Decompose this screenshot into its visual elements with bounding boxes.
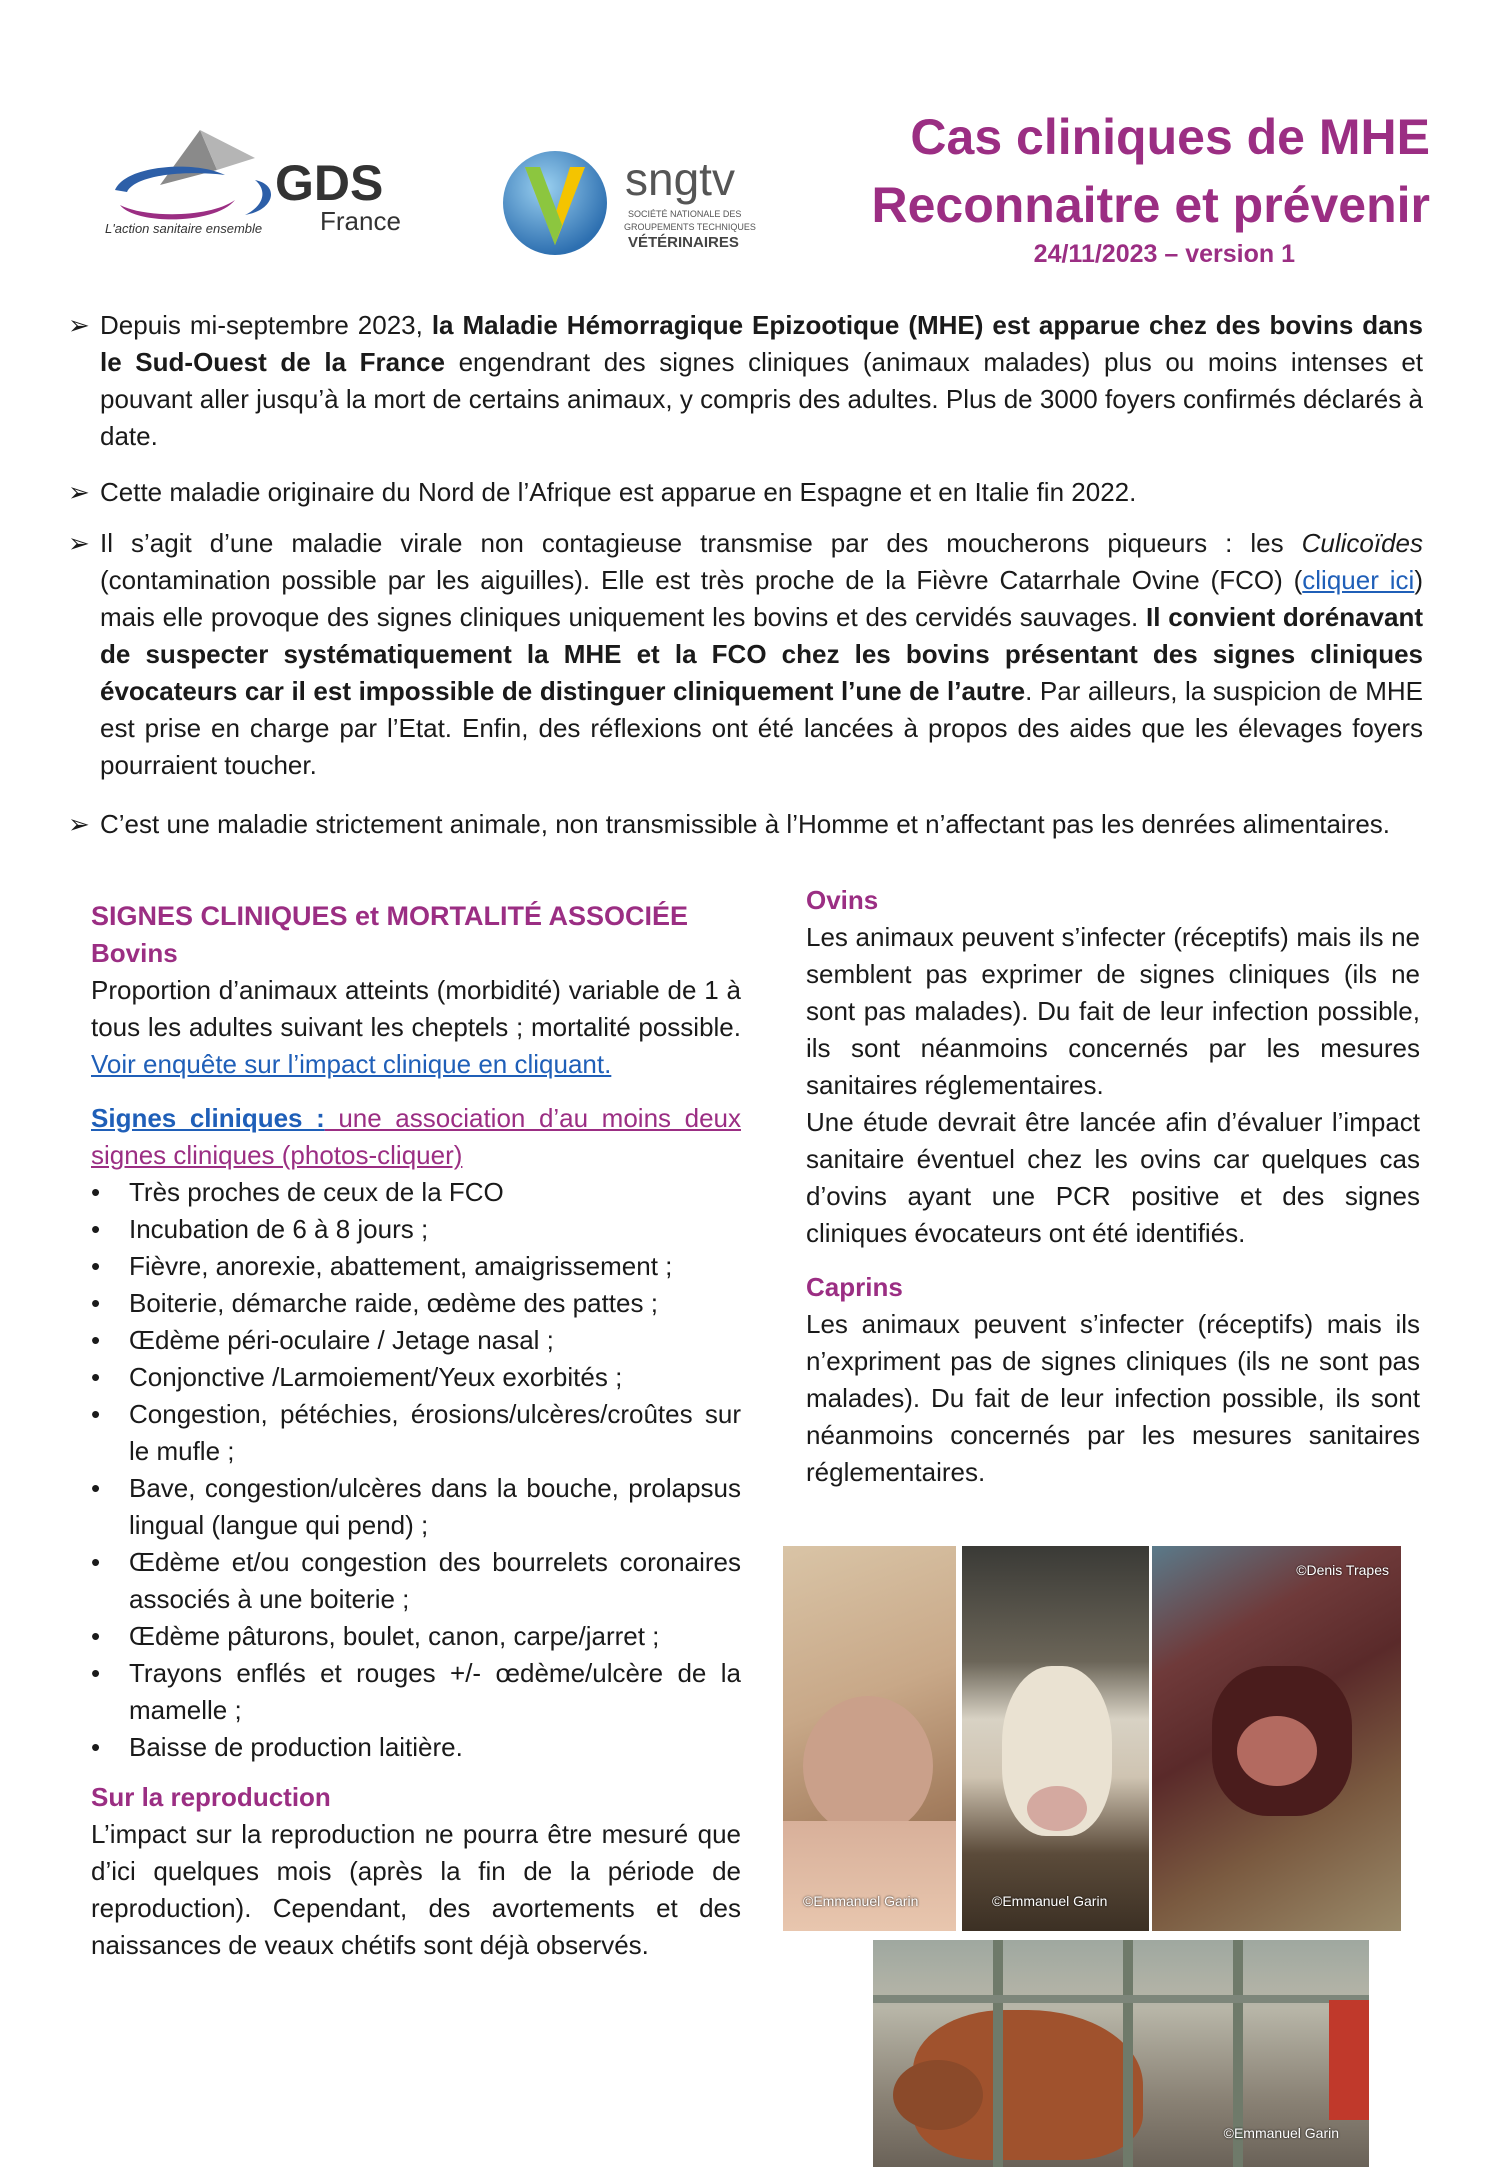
bullet-1-text-end: engendrant des signes cliniques (animaux malades) plus ou moins intenses et pouvant aller jusqu’à la mort de certains animaux, y compris des adultes. Plus de 3000 foyers confirmés déclarés à date.: [100, 347, 1423, 451]
clinical-sign-item: • Œdème et/ou congestion des bourrelets coronaires associés à une boiterie ;: [91, 1544, 741, 1618]
clinical-sign-item: • Congestion, pétéchies, érosions/ulcères/croûtes sur le mufle ;: [91, 1396, 741, 1470]
bovins-heading: Bovins: [91, 938, 178, 968]
clinical-sign-item: • Très proches de ceux de la FCO: [91, 1174, 741, 1211]
photo-credit: ©Emmanuel Garin: [1223, 2125, 1339, 2141]
ovins-heading: Ovins: [806, 885, 879, 915]
bullet-2: [68, 474, 1423, 511]
bullet-3: [68, 525, 1423, 784]
caprins-heading: Caprins: [806, 1272, 903, 1302]
photo-credit: ©Emmanuel Garin: [803, 1893, 919, 1909]
clinical-signs-list: [91, 1174, 741, 1766]
arrow-bullet-icon: ➢: [68, 310, 90, 340]
page-title-line1: Cas cliniques de MHE: [910, 109, 1430, 165]
clinical-sign-item: • Conjonctive /Larmoiement/Yeux exorbités ;: [91, 1359, 741, 1396]
bullet-1-text: Depuis mi-septembre 2023,: [100, 310, 432, 340]
sngtv-logo-name: sngtv: [625, 153, 735, 205]
bullet-1-bold: la Maladie Hémorragique Epizootique (MHE) est apparue chez des bovins dans le Sud-Ouest de la France: [100, 310, 1423, 377]
clinical-sign-item: • Incubation de 6 à 8 jours ;: [91, 1211, 741, 1248]
sngtv-line2: GROUPEMENTS TECHNIQUES: [624, 222, 756, 232]
bullet-3-bold: Il convient dorénavant de suspecter systématiquement la MHE et la FCO chez les bovins présentant des signes cliniques évocateurs car il est impossible de distinguer cliniquement l’une de l’autre: [100, 602, 1423, 706]
bullet-3-text-4: . Par ailleurs, la suspicion de MHE est prise en charge par l’Etat. Enfin, des réflexions ont été lancées à propos des aides que les élevages foyers pourraient toucher.: [100, 676, 1423, 780]
sngtv-logo: [500, 145, 790, 260]
caprins-text: Les animaux peuvent s’infecter (réceptifs) mais ils n’expriment pas de signes cliniques (ils ne sont pas malades). Du fait de leur infection possible, ils sont néanmoins concernés par les mesures sanitaires réglementaires.: [806, 1309, 1420, 1487]
right-column: [806, 882, 1420, 1491]
impact-survey-link[interactable]: Voir enquête sur l’impact clinique en cliquant.: [91, 1049, 612, 1079]
clinical-sign-item: • Œdème péri-oculaire / Jetage nasal ;: [91, 1322, 741, 1359]
bullet-3-text: Il s’agit d’une maladie virale non contagieuse transmise par des moucherons piqueurs : les: [100, 528, 1302, 558]
fco-link[interactable]: cliquer ici: [1302, 565, 1415, 595]
bullet-2-text: Cette maladie originaire du Nord de l’Afrique est apparue en Espagne et en Italie fin 2022.: [100, 477, 1137, 507]
gds-logo-name: GDS: [275, 155, 384, 211]
page-title-line2: Reconnaitre et prévenir: [871, 177, 1430, 233]
bullet-1: [68, 307, 1423, 455]
page-date: 24/11/2023 – version 1: [1033, 240, 1295, 268]
clinical-sign-item: • Fièvre, anorexie, abattement, amaigrissement ;: [91, 1248, 741, 1285]
gds-france-logo: [105, 130, 425, 250]
gds-logo-tagline: L'action sanitaire ensemble: [105, 221, 263, 236]
clinical-signs-heading: SIGNES CLINIQUES et MORTALITÉ ASSOCIÉE: [91, 901, 689, 931]
left-column: [91, 898, 741, 1964]
bullet-4: [68, 806, 1423, 843]
gds-logo-sub: France: [320, 206, 401, 236]
photo-cow-in-pen: [873, 1940, 1369, 2167]
arrow-bullet-icon: ➢: [68, 477, 90, 507]
arrow-bullet-icon: ➢: [68, 809, 90, 839]
signs-intro: [91, 1100, 741, 1174]
clinical-sign-item: • Œdème pâturons, boulet, canon, carpe/jarret ;: [91, 1618, 741, 1655]
bullet-3-text-2: (contamination possible par les aiguilles). Elle est très proche de la Fièvre Catarrhale Ovine (FCO) (: [100, 565, 1303, 595]
ovins-text-2: Une étude devrait être lancée afin d’évaluer l’impact sanitaire éventuel chez les ovins car quelques cas d’ovins ayant une PCR positive et des signes cliniques évocateurs ont été identifiés.: [806, 1107, 1420, 1248]
sngtv-line1: SOCIÉTÉ NATIONALE DES: [628, 209, 742, 219]
reproduction-text: L’impact sur la reproduction ne pourra être mesuré que d’ici quelques mois (après la fin de la période de reproduction). Cependant, des avortements et des naissances de veaux chétifs sont déjà observés.: [91, 1819, 741, 1960]
photo-credit: ©Denis Trapes: [1296, 1562, 1389, 1578]
reproduction-heading: Sur la reproduction: [91, 1782, 331, 1812]
clinical-sign-item: • Bave, congestion/ulcères dans la bouche, prolapsus lingual (langue qui pend) ;: [91, 1470, 741, 1544]
photo-calf-muzzle: [783, 1546, 956, 1931]
clinical-sign-item: • Trayons enflés et rouges +/- œdème/ulcère de la mamelle ;: [91, 1655, 741, 1729]
bovins-text: Proportion d’animaux atteints (morbidité) variable de 1 à tous les adultes suivant les cheptels ; mortalité possible.: [91, 975, 741, 1042]
ovins-text-1: Les animaux peuvent s’infecter (réceptifs) mais ils ne semblent pas exprimer de signes cliniques (ils ne sont pas malades). Du fait de leur infection possible, ils sont néanmoins concernés par les mesures sanitaires réglementaires.: [806, 922, 1420, 1100]
bullet-3-text-3: ) mais elle provoque des signes cliniques uniquement les bovins et des cervidés sauvages.: [100, 565, 1423, 632]
bullet-4-text: C’est une maladie strictement animale, non transmissible à l’Homme et n’affectant pas les denrées alimentaires.: [100, 809, 1391, 839]
signs-label: Signes cliniques :: [91, 1103, 325, 1133]
bullet-3-italic: Culicoïdes: [1301, 528, 1423, 558]
clinical-sign-item: • Boiterie, démarche raide, œdème des pattes ;: [91, 1285, 741, 1322]
arrow-bullet-icon: ➢: [68, 528, 90, 558]
photo-mouth-lesions: [1152, 1546, 1401, 1931]
bovins-paragraph: [91, 972, 741, 1083]
sngtv-line3: VÉTÉRINAIRES: [628, 234, 739, 251]
clinical-sign-item: • Baisse de production laitière.: [91, 1729, 741, 1766]
photos-link[interactable]: une association d’au moins deux signes cliniques (photos-cliquer): [91, 1103, 741, 1170]
photo-credit: ©Emmanuel Garin: [992, 1893, 1108, 1909]
photo-cow-head: [962, 1546, 1149, 1931]
